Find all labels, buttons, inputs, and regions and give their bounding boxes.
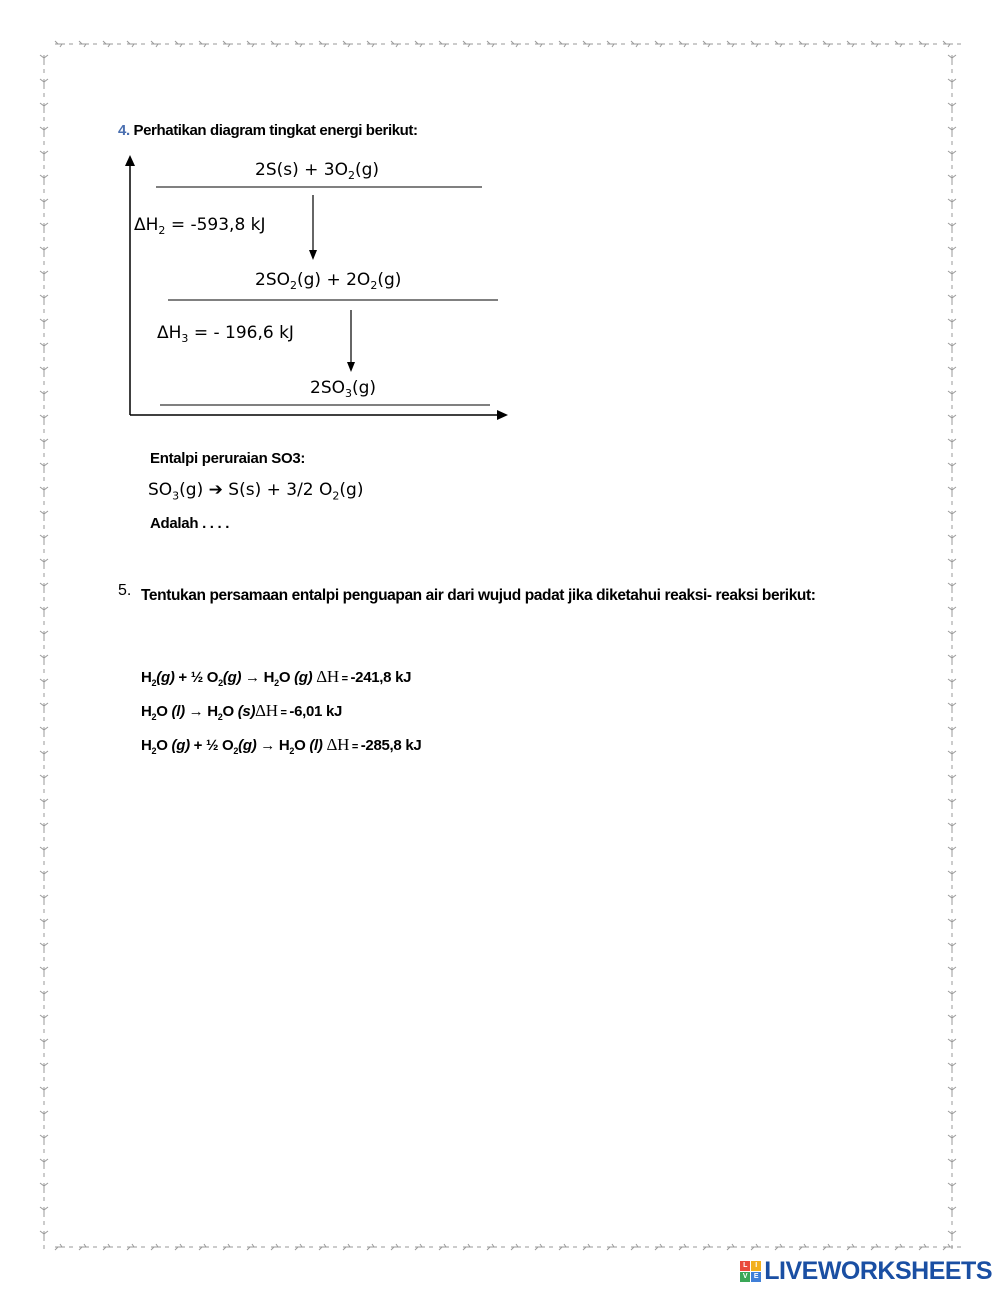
level-3-label: $2SO_3(g)$ (310, 378, 377, 400)
level-1-label: $2S(s) + 3O_2(g)$ (255, 160, 380, 182)
dh2-label: $\Delta H_2 = -593,8$ kJ (134, 215, 266, 237)
reaction-arrow-icon: ➔ (208, 480, 223, 500)
so3-decomposition-reaction: $SO_3(g)$ ➔ S(s) + 3/2 $O_2(g)$ (148, 480, 364, 503)
question-4-text: Perhatikan diagram tingkat energi berikut: (133, 122, 418, 139)
dh2-arrowhead (309, 250, 317, 260)
question-5-text: Tentukan persamaan entalpi penguapan air dari wujud padat jika diketahui reaksi- reaksi berikut: (141, 587, 816, 604)
energy-level-diagram (110, 150, 530, 430)
logo-text: LIVEWORKSHEETS (764, 1257, 992, 1285)
equation-2: $H_2O$ $(l) \to H_2O$ (s)ΔH = -6,01 kJ (141, 701, 343, 722)
equation-1: $H_2(g)$ + ½ $O_2(g) \to H_2O$ (g) ΔH = -241,8 kJ (141, 667, 412, 688)
dh3-arrowhead (347, 362, 355, 372)
enthalpy-label: Entalpi peruraian SO3: (150, 450, 306, 467)
question-4-number: 4. (118, 122, 130, 139)
logo-mark-icon: L I V E (740, 1261, 761, 1282)
y-axis-arrow (125, 155, 135, 166)
question-5-number: 5. (118, 582, 132, 599)
question-4-title (118, 122, 418, 139)
answer-prompt: Adalah . . . . (150, 515, 230, 532)
liveworksheets-logo[interactable] (740, 1257, 992, 1286)
dh3-label: $\Delta H_3$ = - 196,6 kJ (157, 323, 294, 345)
x-axis-arrow (497, 410, 508, 420)
level-2-label: $2SO_2(g) + 2O_2(g)$ (255, 270, 402, 292)
equation-3: $H_2O$ (g) + ½ $O_2(g) \to H_2O$ (l) ΔH = -285,8 kJ (141, 735, 422, 756)
